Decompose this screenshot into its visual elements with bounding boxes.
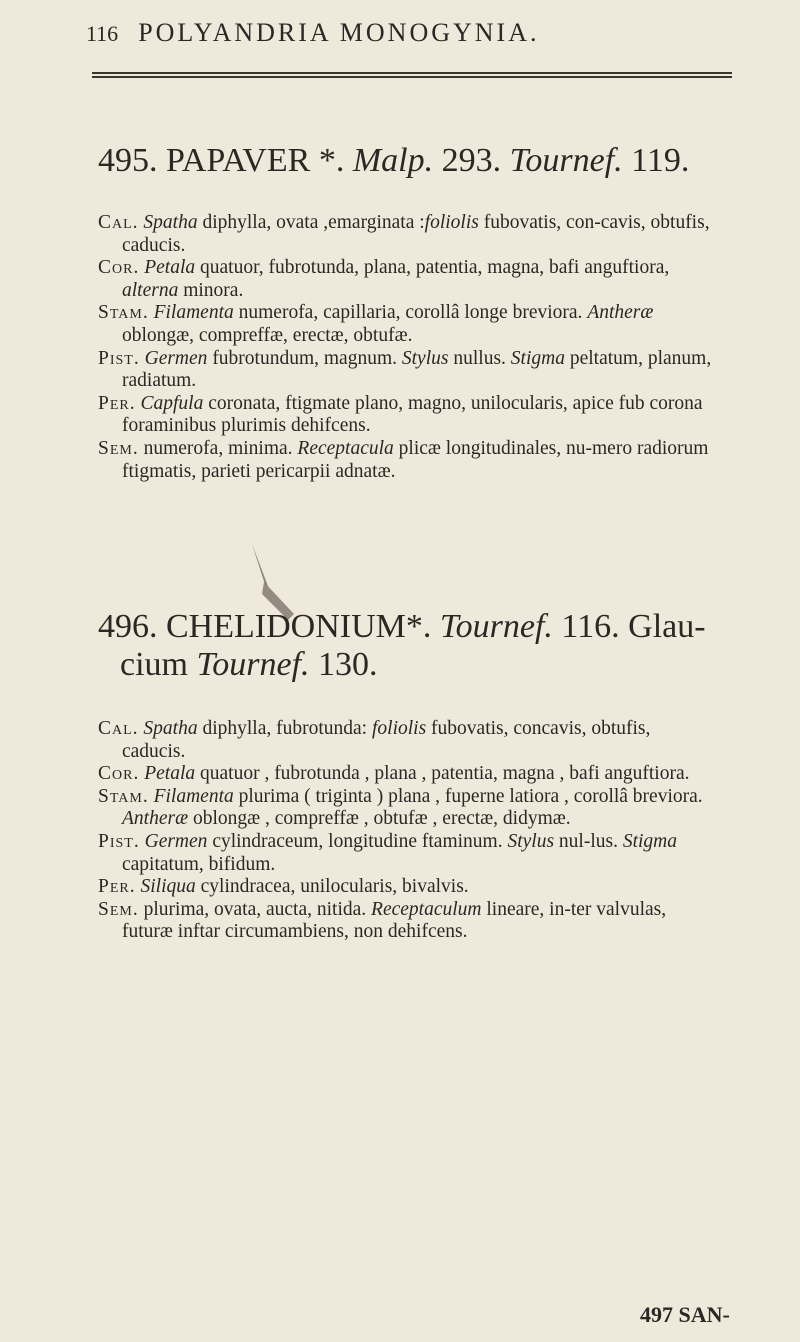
genus-heading-papaver xyxy=(98,142,689,180)
synonym: Glau- xyxy=(628,608,706,645)
running-title: POLYANDRIA MONOGYNIA. xyxy=(138,18,540,47)
genus-heading-chelidonium xyxy=(98,608,706,646)
genus-number: 496. xyxy=(98,608,158,645)
entry-pistil: Pist. Germen cylindraceum, longitudine ftaminum. Stylus nul-lus. Stigma capitatum, bifidum. xyxy=(98,830,678,875)
genus-number: 495. xyxy=(98,142,158,179)
genus-description-papaver xyxy=(98,212,718,483)
reference-page: 293. xyxy=(441,142,502,179)
reference-author: Tournef. xyxy=(196,646,310,683)
genus-mark: *. xyxy=(318,142,345,179)
entry-stamens: Stam. Filamenta plurima ( triginta ) plana , fuperne latiora , corollâ breviora. Antheræ oblongæ , compreffæ , obtufæ , erectæ, didymæ. xyxy=(98,785,703,830)
entry-seeds: Sem. plurima, ovata, aucta, nitida. Receptaculum lineare, in-ter valvulas, futuræ inftar circumambiens, non dehifcens. xyxy=(98,898,667,943)
genus-mark: *. xyxy=(405,608,432,645)
reference-author: Tournef. xyxy=(509,142,623,179)
running-header xyxy=(86,18,720,48)
entry-corolla: Cor. Petala quatuor , fubrotunda , plana , patentia, magna , bafi anguftiora. xyxy=(98,763,690,785)
entry-pericarp: Per. Capfula coronata, ftigmate plano, magno, unilocularis, apice fub corona foraminibus plurimis dehifcens. xyxy=(98,392,703,437)
entry-corolla: Cor. Petala quatuor, fubrotunda, plana, patentia, magna, bafi anguftiora, alterna minora. xyxy=(98,257,670,301)
entry-pericarp: Per. Siliqua cylindracea, unilocularis, bivalvis. xyxy=(98,876,469,898)
genus-heading-continuation xyxy=(120,646,378,684)
synonym-continued: cium xyxy=(120,646,188,683)
entry-calyx: Cal. Spatha diphylla, fubrotunda: foliolis fubovatis, concavis, obtufis, caducis. xyxy=(98,718,651,762)
header-rule xyxy=(92,72,732,78)
entry-calyx: Cal. Spatha diphylla, ovata ,emarginata :foliolis fubovatis, con-cavis, obtufis, caducis. xyxy=(98,212,710,256)
entry-seeds: Sem. numerofa, minima. Receptacula plicæ longitudinales, nu-mero radiorum ftigmatis, parieti pericarpii adnatæ. xyxy=(98,437,709,482)
entry-stamens: Stam. Filamenta numerofa, capillaria, corollâ longe breviora. Antheræ oblongæ, compreffæ, erectæ, obtufæ. xyxy=(98,302,654,346)
reference-page: 130. xyxy=(318,646,378,683)
genus-name: CHELIDONIUM xyxy=(166,608,406,645)
genus-description-chelidonium xyxy=(98,718,718,944)
reference-author: Tournef. xyxy=(439,608,553,645)
genus-name: PAPAVER xyxy=(166,142,311,179)
page-number: 116 xyxy=(86,21,119,46)
reference-page: 116. xyxy=(561,608,620,645)
entry-pistil: Pist. Germen fubrotundum, magnum. Stylus nullus. Stigma peltatum, planum, radiatum. xyxy=(98,347,712,392)
catchword: 497 SAN- xyxy=(640,1302,730,1327)
reference-author: Malp. xyxy=(352,142,434,179)
reference-page: 119. xyxy=(631,142,690,179)
